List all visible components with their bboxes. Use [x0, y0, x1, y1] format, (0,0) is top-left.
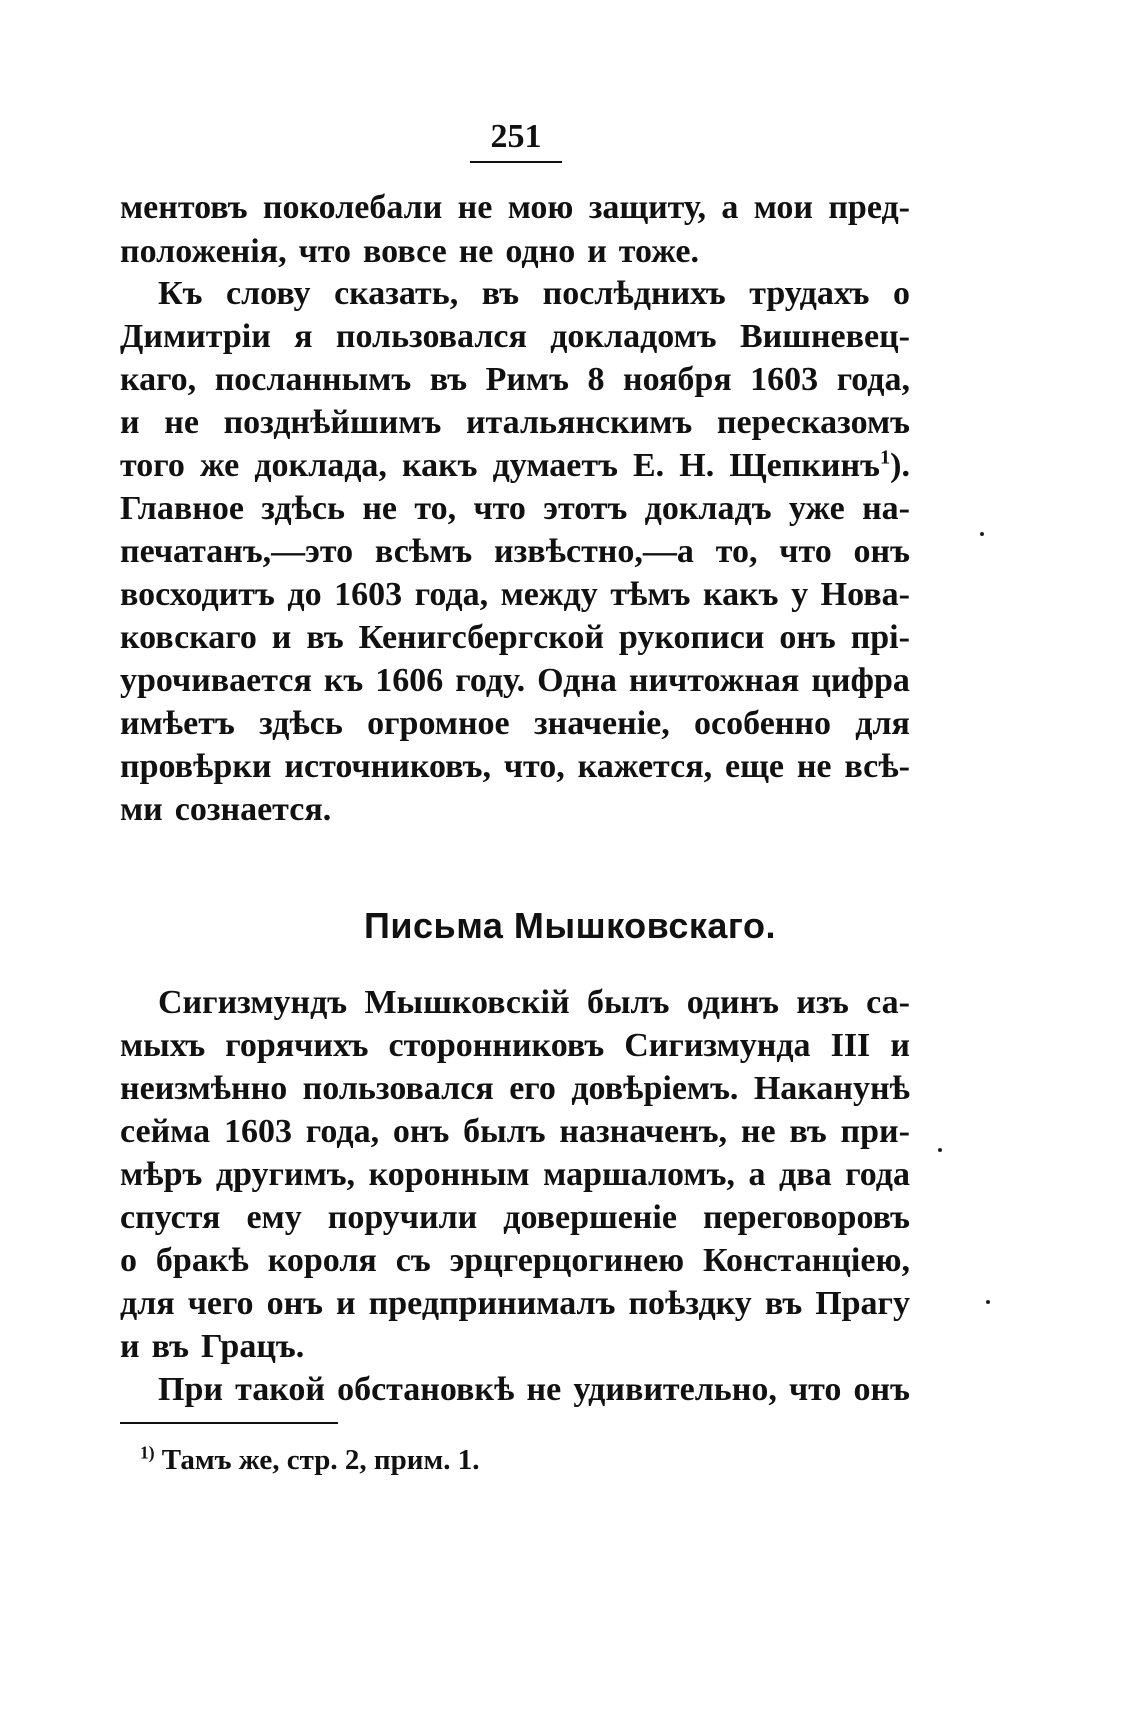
word: не	[796, 748, 832, 785]
word: что,	[503, 748, 565, 785]
word: онъ	[853, 1371, 910, 1408]
word: ковскаго	[120, 619, 257, 656]
text-line	[120, 401, 910, 445]
footnote	[140, 1444, 479, 1477]
word: Прагу	[815, 1285, 910, 1322]
word: въ	[481, 275, 520, 312]
word: докладъ	[644, 490, 772, 527]
word: неизмѣнно	[120, 1070, 288, 1107]
word: въ	[429, 361, 468, 398]
word: бракѣ	[155, 1242, 249, 1279]
word: уже	[788, 490, 845, 527]
word: при-	[840, 1113, 910, 1150]
word: сознается.	[174, 791, 332, 828]
word: Кенигсбергской	[358, 619, 604, 656]
text-line	[120, 573, 910, 617]
word: онъ	[392, 1113, 450, 1150]
word: источниковъ,	[284, 748, 491, 785]
word: другимъ,	[215, 1156, 356, 1193]
word: былъ	[586, 984, 670, 1021]
word: и	[587, 233, 607, 270]
word: между	[500, 576, 598, 613]
word: каго,	[120, 361, 197, 398]
word: онъ	[266, 1285, 324, 1322]
word: думаетъ	[492, 447, 618, 484]
word: того	[120, 447, 185, 484]
word: одинъ	[686, 984, 779, 1021]
word: Нова-	[820, 576, 910, 613]
word: прі-	[850, 619, 910, 656]
word: и	[890, 1027, 910, 1064]
word: удивительно,	[573, 1371, 777, 1408]
word: рукописи	[618, 619, 765, 656]
word: о	[892, 275, 910, 312]
word: трудахъ	[749, 275, 870, 312]
word: Сигизмунда	[624, 1027, 811, 1064]
word: урочивается	[120, 662, 312, 699]
word: въ	[151, 1328, 189, 1365]
section-heading: Письма Мышковскаго.	[364, 905, 776, 946]
word: печатанъ,—это	[120, 533, 354, 570]
word: пользовался	[335, 318, 527, 355]
word: а	[721, 189, 739, 226]
word: всѣмъ	[374, 533, 473, 570]
word: въ	[306, 619, 344, 656]
word: провѣрки	[120, 748, 272, 785]
word: сказать,	[334, 275, 459, 312]
word: не	[526, 1371, 562, 1408]
word: положенія,	[120, 233, 287, 270]
word: ментовъ	[120, 189, 248, 226]
word: мѣръ	[120, 1156, 203, 1193]
word: такой	[235, 1371, 325, 1408]
word: доклада,	[254, 447, 387, 484]
word: для	[120, 1285, 175, 1322]
word: ноября	[622, 361, 732, 398]
word: пересказомъ	[716, 404, 910, 441]
word: здѣсь	[261, 490, 345, 527]
word: 1603	[223, 1113, 292, 1150]
word: довершеніе	[503, 1199, 677, 1236]
word: спустя	[120, 1199, 221, 1236]
word: мои	[753, 189, 813, 226]
word: мыхъ	[120, 1027, 206, 1064]
word: же	[199, 447, 240, 484]
word: защиту,	[588, 189, 707, 226]
scan-speck	[986, 1300, 990, 1304]
word: поѣздку	[628, 1285, 752, 1322]
word: Мышковскій	[364, 984, 570, 1021]
word: году.	[455, 662, 526, 699]
word: не	[362, 490, 398, 527]
word: этотъ	[543, 490, 628, 527]
text-line	[120, 1153, 910, 1197]
word: года,	[836, 361, 910, 398]
word: Вишневец-	[739, 318, 910, 355]
word: какъ	[402, 447, 478, 484]
word: имѣетъ	[120, 705, 235, 742]
word: короля	[267, 1242, 377, 1279]
word: переговоровъ	[703, 1199, 910, 1236]
text-line	[120, 487, 910, 531]
footnote-divider	[120, 1422, 338, 1424]
word: то,	[715, 533, 758, 570]
word: 1603	[334, 576, 403, 613]
word: са-	[866, 984, 910, 1021]
text-line	[120, 444, 910, 488]
word: въ	[764, 1285, 803, 1322]
word: съ	[395, 1242, 431, 1279]
word: эрцгерцогинею	[449, 1242, 685, 1279]
text-line	[158, 272, 910, 316]
word: въ	[789, 1113, 827, 1150]
text-line	[120, 1196, 910, 1240]
word: особенно	[694, 705, 831, 742]
word: что	[473, 490, 526, 527]
word: то,	[414, 490, 457, 527]
word: довѣріемъ.	[571, 1070, 739, 1107]
text-line	[158, 981, 910, 1025]
word: ми	[120, 791, 163, 828]
word: и	[336, 1285, 356, 1322]
word: два	[779, 1156, 832, 1193]
scan-speck	[980, 532, 984, 536]
text-line	[120, 1110, 910, 1154]
word: кажется,	[577, 748, 713, 785]
word: его	[509, 1070, 556, 1107]
word: послѣднихъ	[542, 275, 726, 312]
word: не	[457, 189, 493, 226]
word: вовсе	[363, 233, 447, 270]
word: 1606	[375, 662, 444, 699]
word: цифра	[811, 662, 910, 699]
footnote-marker: 1)	[140, 1442, 155, 1463]
word: тѣмъ	[610, 576, 691, 613]
word: я	[294, 318, 313, 355]
word: докладомъ	[550, 318, 717, 355]
word: онъ	[779, 619, 836, 656]
word: всѣ-	[844, 748, 910, 785]
text-line	[120, 1325, 910, 1369]
word: предпринималъ	[368, 1285, 616, 1322]
word: Н.	[679, 447, 715, 484]
word: мою	[507, 189, 574, 226]
word: не	[458, 233, 494, 270]
word: обстановкѣ	[337, 1371, 515, 1408]
word: до	[287, 576, 322, 613]
word: горячихъ	[225, 1027, 369, 1064]
word: у	[791, 576, 809, 613]
word: поколебали	[262, 189, 443, 226]
word: изъ	[796, 984, 849, 1021]
word: для	[855, 705, 910, 742]
word: ему	[246, 1199, 302, 1236]
word: пред-	[828, 189, 910, 226]
word: Щепкинъ$^1$).	[729, 446, 910, 484]
text-line	[120, 745, 910, 789]
word: Одна	[537, 662, 617, 699]
word: восходитъ	[120, 576, 275, 613]
word: не	[740, 1113, 776, 1150]
text-line	[120, 1239, 910, 1283]
text-line	[120, 1024, 910, 1068]
word: поручили	[327, 1199, 478, 1236]
word: что	[298, 233, 352, 270]
word: чего	[187, 1285, 254, 1322]
word: года,	[414, 576, 489, 613]
text-line	[120, 315, 910, 359]
text-line	[120, 616, 910, 660]
word: 8	[587, 361, 605, 398]
word: на-	[862, 490, 910, 527]
text-line	[120, 358, 910, 402]
word: 1603	[750, 361, 819, 398]
word: ничтожная	[628, 662, 800, 699]
word: слову	[226, 275, 311, 312]
word: Главное	[120, 490, 244, 527]
word: а	[748, 1156, 766, 1193]
word: Констанціею,	[702, 1242, 910, 1279]
word: года,	[305, 1113, 380, 1150]
word: и	[271, 619, 292, 656]
text-line	[120, 702, 910, 746]
word: еще	[725, 748, 784, 785]
word: извѣстно,—а	[494, 533, 694, 570]
word: итальянскимъ	[465, 404, 693, 441]
text-line	[120, 230, 910, 274]
text-line	[120, 1067, 910, 1111]
text-line	[120, 186, 910, 230]
word: тоже.	[618, 233, 699, 270]
word: Къ	[158, 275, 203, 312]
word: что	[779, 533, 832, 570]
page-number: 251	[470, 118, 562, 163]
word: Римъ	[485, 361, 569, 398]
word: о	[120, 1242, 137, 1279]
word: и	[120, 404, 140, 441]
word: здѣсь	[259, 705, 343, 742]
word: и	[120, 1328, 140, 1365]
word: значеніе,	[533, 705, 670, 742]
word: не	[164, 404, 199, 441]
word: При	[158, 1371, 223, 1408]
word: огромное	[367, 705, 510, 742]
word: какъ	[703, 576, 779, 613]
word: Е.	[633, 447, 665, 484]
word: былъ	[463, 1113, 546, 1150]
word: позднѣйшимъ	[223, 404, 442, 441]
text-line	[120, 788, 910, 832]
word: III	[830, 1027, 871, 1064]
word: коронным	[368, 1156, 530, 1193]
word: маршаломъ,	[543, 1156, 735, 1193]
word: онъ	[853, 533, 910, 570]
word: посланнымъ	[214, 361, 412, 398]
word: Грацъ.	[200, 1328, 305, 1365]
text-line	[120, 1282, 910, 1326]
word: назначенъ,	[559, 1113, 728, 1150]
text-line	[120, 659, 910, 703]
word: Наканунѣ	[753, 1070, 910, 1107]
word: года	[845, 1156, 910, 1193]
word: пользовался	[302, 1070, 494, 1107]
footnote-text: Тамъ же, стр. 2, прим. 1.	[161, 1444, 480, 1476]
scan-speck	[938, 1148, 942, 1152]
word: Сигизмундъ	[158, 984, 348, 1021]
text-line	[120, 530, 910, 574]
word: что	[788, 1371, 842, 1408]
word: къ	[323, 662, 364, 699]
text-line	[158, 1368, 910, 1412]
word: Димитріи	[120, 318, 271, 355]
word: сейма	[120, 1113, 211, 1150]
word: одно	[505, 233, 576, 270]
word: сторонниковъ	[388, 1027, 605, 1064]
footnote-ref: 1	[879, 446, 891, 469]
